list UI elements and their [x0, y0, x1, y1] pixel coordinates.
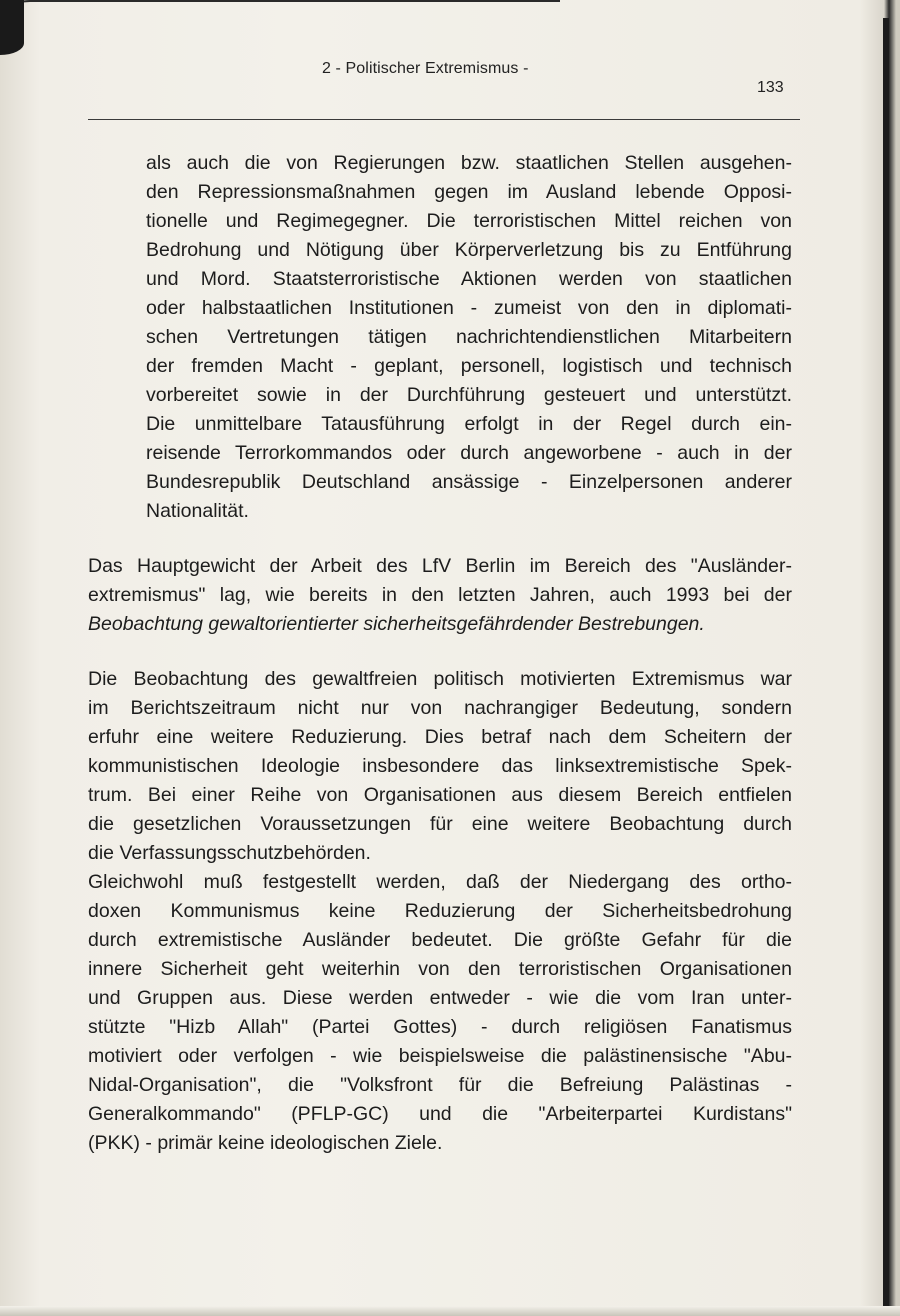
block1-line: Nationalität.	[146, 500, 249, 522]
block1-line: den Repressionsmaßnahmen gegen im Ausland lebende Opposi-	[146, 181, 792, 203]
page-corner-curl	[0, 0, 560, 24]
block1-line: schen Vertretungen tätigen nachrichtendienstlichen Mitarbeitern	[146, 326, 792, 348]
block1-line: reisende Terrorkommandos oder durch angeworbene - auch in der	[146, 442, 792, 464]
scan-corner-shadow	[0, 0, 24, 55]
block1-line: oder halbstaatlichen Institutionen - zumeist von den in diplomati-	[146, 297, 792, 319]
running-header: 2 - Politischer Extremismus -	[322, 60, 529, 77]
para3-line: erfuhr eine weitere Reduzierung. Dies betraf nach dem Scheitern der	[88, 726, 792, 748]
para3-line: Nidal-Organisation", die "Volksfront für die Befreiung Palästinas -	[88, 1074, 792, 1096]
para3-line: im Berichtszeitraum nicht nur von nachrangiger Bedeutung, sondern	[88, 697, 792, 719]
para3-line: Gleichwohl muß festgestellt werden, daß der Niedergang des ortho-	[88, 871, 792, 893]
block1-line: Die unmittelbare Tatausführung erfolgt in der Regel durch ein-	[146, 413, 792, 435]
header-rule	[88, 119, 800, 120]
para3-line: motiviert oder verfolgen - wie beispielsweise die palästinensische "Abu-	[88, 1045, 792, 1067]
para3-line: durch extremistische Ausländer bedeutet. Die größte Gefahr für die	[88, 929, 792, 951]
block1-line: Bedrohung und Nötigung über Körperverletzung bis zu Entführung	[146, 239, 792, 261]
block1-line: Bundesrepublik Deutschland ansässige - Einzelpersonen anderer	[146, 471, 792, 493]
page-number: 133	[757, 79, 784, 96]
para3-line: innere Sicherheit geht weiterhin von den terroristischen Organisationen	[88, 958, 792, 980]
block1-line: vorbereitet sowie in der Durchführung gesteuert und unterstützt.	[146, 384, 792, 406]
block1-line: der fremden Macht - geplant, personell, logistisch und technisch	[146, 355, 792, 377]
para3-line: stützte "Hizb Allah" (Partei Gottes) - durch religiösen Fanatismus	[88, 1016, 792, 1038]
book-spine-edge	[883, 18, 889, 1316]
block1-line: und Mord. Staatsterroristische Aktionen werden von staatlichen	[146, 268, 792, 290]
para3-line: doxen Kommunismus keine Reduzierung der Sicherheitsbedrohung	[88, 900, 792, 922]
para3-line: trum. Bei einer Reihe von Organisationen aus diesem Bereich entfielen	[88, 784, 792, 806]
block1-line: als auch die von Regierungen bzw. staatlichen Stellen ausgehen-	[146, 152, 792, 174]
para2-line: Beobachtung gewaltorientierter sicherheitsgefährdender Bestrebungen.	[88, 613, 705, 635]
para3-line: und Gruppen aus. Diese werden entweder - wie die vom Iran unter-	[88, 987, 792, 1009]
para2-line: Das Hauptgewicht der Arbeit des LfV Berlin im Bereich des "Ausländer-	[88, 555, 792, 577]
para3-line: die Verfassungsschutzbehörden.	[88, 842, 371, 864]
para3-line: Generalkommando" (PFLP-GC) und die "Arbeiterpartei Kurdistans"	[88, 1103, 792, 1125]
para3-line: (PKK) - primär keine ideologischen Ziele.	[88, 1132, 443, 1154]
para3-line: Die Beobachtung des gewaltfreien politisch motivierten Extremismus war	[88, 668, 792, 690]
page-bottom-edge	[0, 1306, 900, 1316]
para3-line: kommunistischen Ideologie insbesondere das linksextremistische Spek-	[88, 755, 792, 777]
para2-line: extremismus" lag, wie bereits in den letzten Jahren, auch 1993 bei der	[88, 584, 792, 606]
block1-line: tionelle und Regimegegner. Die terroristischen Mittel reichen von	[146, 210, 792, 232]
para3-line: die gesetzlichen Voraussetzungen für eine weitere Beobachtung durch	[88, 813, 792, 835]
